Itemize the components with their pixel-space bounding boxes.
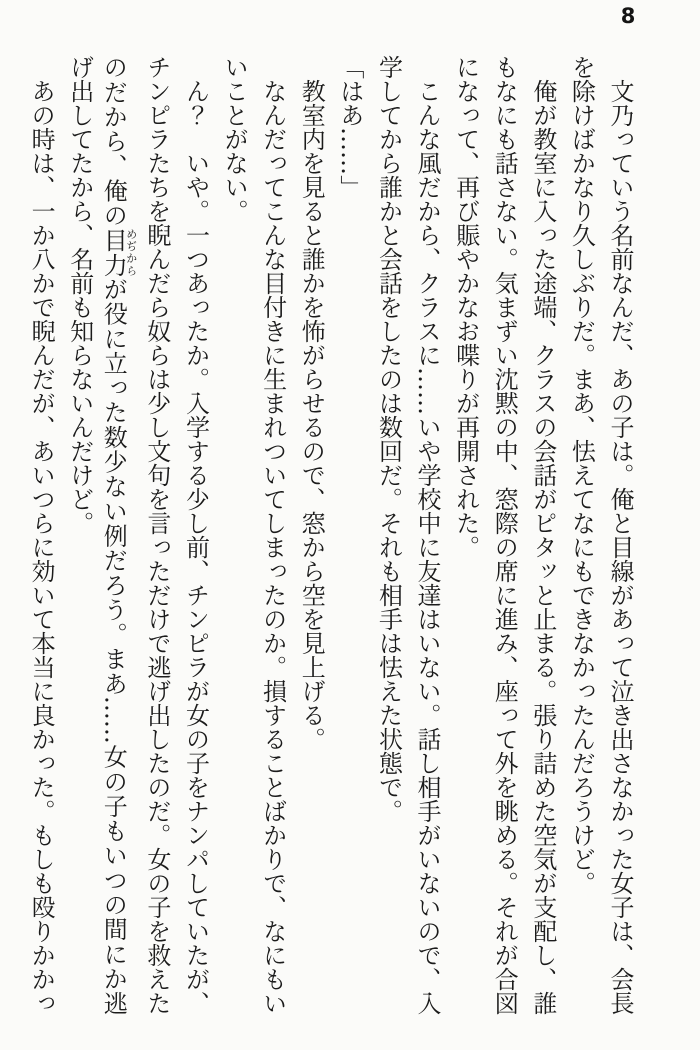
ruby-annotated-word: 目力めぢから <box>99 227 138 277</box>
text-line: を除けばかなり久しぶりだ。まあ、怯えてなにもできなかったんだろうけど。 <box>567 55 596 895</box>
text-line: 学してから誰かと会話をしたのは数回だ。それも相手は怯えた状態で。 <box>374 55 403 823</box>
text-line: もなにも話さない。気まずい沈黙の中、窓際の席に進み、座って外を眺める。それが合図 <box>490 55 519 1015</box>
text-line: あの時は、一か八かで睨んだが、あいつらに効いて本当に良かった。もしも殴りかかっ <box>27 55 56 1015</box>
text-line: チンピラたちを睨んだら奴らは少し文句を言っただけで逃げ出したのだ。女の子を救えた <box>142 55 171 1015</box>
text-line: になって、再び賑やかなお喋りが再開された。 <box>451 55 480 559</box>
text-line: なんだってこんな目付きに生まれついてしまったのか。損することばかりで、なにもい <box>258 55 287 1015</box>
page-number: 8 <box>620 4 636 28</box>
text-line: ん？ いや。一つあったか。入学する少し前、チンピラが女の子をナンパしていたが、 <box>181 55 210 1015</box>
text-area <box>22 55 640 1040</box>
text-line: 教室内を見ると誰かを怖がらせるので、窓から空を見上げる。 <box>297 55 326 751</box>
text-line: いことがない。 <box>220 55 249 223</box>
text-line: 文乃っていう名前なんだ、あの子は。俺と目線があって泣き出さなかった女子は、会長 <box>606 55 634 1015</box>
text-line: こんな風だから、クラスに……いや学校中に友達はいない。話し相手がいないので、入 <box>413 55 442 1015</box>
text-line: 俺が教室に入った途端、クラスの会話がピタッと止まる。張り詰めた空気が支配し、誰 <box>528 55 557 1015</box>
text-line: 「はあ……」 <box>335 55 364 199</box>
furigana: めぢから <box>124 227 138 277</box>
text-line: のだから、俺の目力めぢからが役に立った数少ない例だろう。まあ……女の子もいつの間にか逃 <box>99 55 138 1016</box>
text-line: げ出してたから、名前も知らないんだけど。 <box>65 55 94 535</box>
